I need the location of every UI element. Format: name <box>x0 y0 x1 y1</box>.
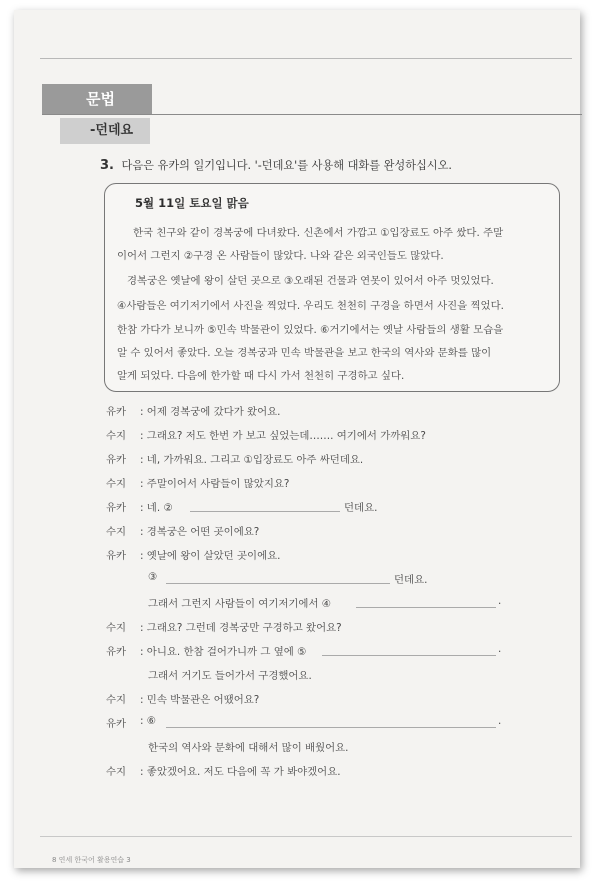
dialogue-line: : 그래요? 그런데 경복궁만 구경하고 왔어요? <box>140 622 342 634</box>
speaker-label: 유카 <box>106 646 127 658</box>
dialogue-line: : ⑥ <box>140 715 157 727</box>
answer-blank-5[interactable] <box>322 643 496 656</box>
grammar-ending-label: -던데요 <box>60 118 150 144</box>
answer-blank-6[interactable] <box>166 715 496 728</box>
dialogue-line: : 네, 가까워요. 그리고 ①입장료도 아주 싸던데요. <box>140 454 364 466</box>
diary-date: 5월 11일 토요일 맑음 <box>135 196 249 210</box>
diary-box <box>104 183 560 392</box>
speaker-label: 유카 <box>106 550 127 562</box>
dialogue-line: : 주말이어서 사람들이 많았지요? <box>140 478 290 490</box>
speaker-label: 수지 <box>106 430 127 442</box>
speaker-label: 수지 <box>106 622 127 634</box>
diary-line: 한국 친구와 같이 경복궁에 다녀왔다. 신촌에서 가깝고 ①입장료도 아주 쌌다. 주말 <box>133 227 504 239</box>
diary-line: 알 수 있어서 좋았다. 오늘 경복궁과 민속 박물관을 보고 한국의 역사와 문화를 많이 <box>117 347 492 359</box>
diary-line: 경복궁은 옛날에 왕이 살던 곳으로 ③오래된 건물과 연못이 있어서 아주 멋있었다. <box>127 275 494 287</box>
blank-suffix: . <box>498 715 502 727</box>
page-footer: 8 연세 한국어 활용연습 3 <box>52 856 131 864</box>
question-number: 3. <box>100 158 114 173</box>
dialogue-line: ③ <box>148 571 158 583</box>
workbook-page <box>14 10 580 868</box>
speaker-label: 유카 <box>106 718 127 730</box>
blank-suffix: 던데요. <box>344 502 378 514</box>
dialogue-line: 그래서 거기도 들어가서 구경했어요. <box>148 670 312 682</box>
dialogue-line: : 경복궁은 어떤 곳이에요? <box>140 526 260 538</box>
dialogue-line: : 옛날에 왕이 살았던 곳이에요. <box>140 550 281 562</box>
dialogue-line: : 네. ② <box>140 502 173 514</box>
dialogue-line: : 아니요. 한참 걸어가니까 그 옆에 ⑤ <box>140 646 307 658</box>
dialogue-line: : 좋았겠어요. 저도 다음에 꼭 가 봐야겠어요. <box>140 766 341 778</box>
speaker-label: 유카 <box>106 454 127 466</box>
dialogue-line: 한국의 역사와 문화에 대해서 많이 배웠어요. <box>148 742 349 754</box>
diary-line: 알게 되었다. 다음에 한가할 때 다시 가서 천천히 구경하고 싶다. <box>117 370 405 382</box>
dialogue-line: : 어제 경복궁에 갔다가 왔어요. <box>140 406 281 418</box>
answer-blank-3[interactable] <box>166 571 390 584</box>
dialogue-line: : 그래요? 저도 한번 가 보고 싶었는데……. 여기에서 가까워요? <box>140 430 426 442</box>
speaker-label: 수지 <box>106 694 127 706</box>
question-text: 다음은 유카의 일기입니다. '-던데요'를 사용해 대화를 완성하십시오. <box>121 159 452 172</box>
dialogue-line: 그래서 그런지 사람들이 여기저기에서 ④ <box>148 598 332 610</box>
speaker-label: 수지 <box>106 478 127 490</box>
bottom-rule <box>40 836 572 837</box>
top-rule <box>40 58 572 59</box>
blank-suffix: . <box>498 595 502 607</box>
diary-line: 이어서 그런지 ②구경 온 사람들이 많았다. 나와 같은 외국인들도 많았다. <box>117 250 444 262</box>
blank-suffix: . <box>498 643 502 655</box>
speaker-label: 수지 <box>106 526 127 538</box>
answer-blank-4[interactable] <box>356 595 496 608</box>
speaker-label: 유카 <box>106 502 127 514</box>
question-instruction <box>100 157 452 173</box>
section-tab: 문법 <box>42 84 152 114</box>
speaker-label: 수지 <box>106 766 127 778</box>
dialogue-line: : 민속 박물관은 어땠어요? <box>140 694 260 706</box>
section-divider <box>42 114 582 115</box>
answer-blank-2[interactable] <box>190 499 340 512</box>
speaker-label: 유카 <box>106 406 127 418</box>
diary-line: 한참 가다가 보니까 ⑤민속 박물관이 있었다. ⑥거기에서는 옛날 사람들의 생활 모습을 <box>117 324 504 336</box>
blank-suffix: 던데요. <box>394 574 428 586</box>
diary-line: ④사람들은 여기저기에서 사진을 찍었다. 우리도 천천히 구경을 하면서 사진을 찍었다. <box>117 300 504 312</box>
